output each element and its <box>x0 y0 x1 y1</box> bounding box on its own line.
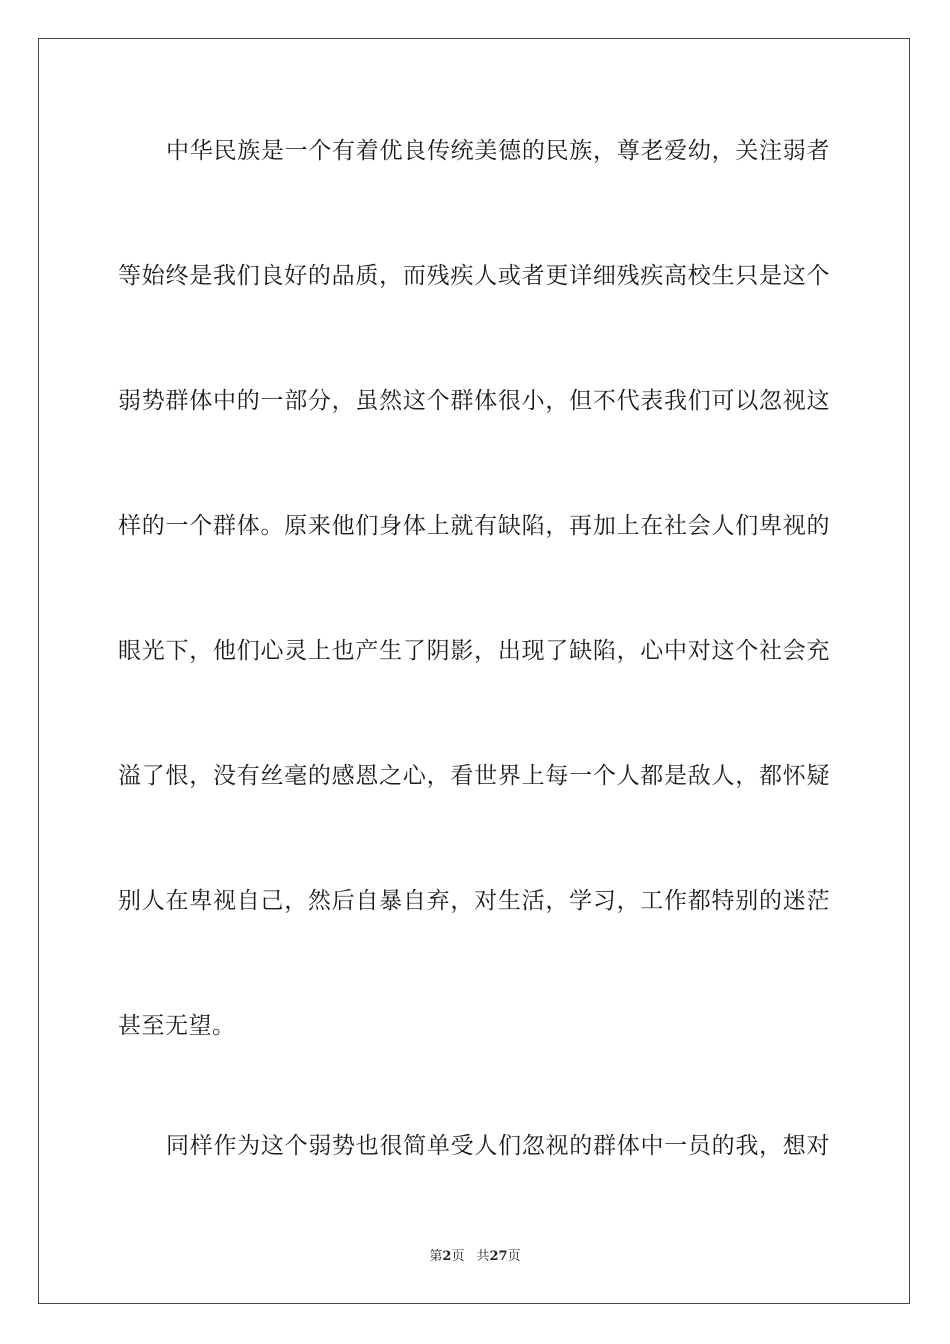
paragraph-1-line-5: 眼光下，他们心灵上也产生了阴影，出现了缺陷，心中对这个社会充 <box>118 638 830 664</box>
footer-page-number: 2 <box>442 1249 452 1264</box>
footer-total-pages: 27 <box>489 1249 508 1264</box>
page-frame <box>38 38 910 1304</box>
footer-page-prefix: 第 <box>429 1249 443 1264</box>
footer-page-suffix: 页 <box>451 1249 465 1264</box>
paragraph-2-line-1: 同样作为这个弱势也很简单受人们忽视的群体中一员的我，想对 <box>166 1133 830 1159</box>
paragraph-1-line-2: 等始终是我们良好的品质，而残疾人或者更详细残疾高校生只是这个 <box>118 263 830 289</box>
paragraph-1-line-8: 甚至无望。 <box>118 1013 236 1039</box>
page-footer <box>0 1248 950 1266</box>
paragraph-1-line-4: 样的一个群体。原来他们身体上就有缺陷，再加上在社会人们卑视的 <box>118 513 830 539</box>
paragraph-1-line-6: 溢了恨，没有丝毫的感恩之心，看世界上每一个人都是敌人，都怀疑 <box>118 763 830 789</box>
paragraph-1-line-7: 别人在卑视自己，然后自暴自弃，对生活，学习，工作都特别的迷茫 <box>118 888 830 914</box>
footer-total-suffix: 页 <box>507 1249 521 1264</box>
paragraph-1-line-3: 弱势群体中的一部分，虽然这个群体很小，但不代表我们可以忽视这 <box>118 388 830 414</box>
paragraph-1-line-1: 中华民族是一个有着优良传统美德的民族，尊老爱幼，关注弱者 <box>166 138 830 164</box>
footer-total-prefix: 共 <box>476 1249 490 1264</box>
